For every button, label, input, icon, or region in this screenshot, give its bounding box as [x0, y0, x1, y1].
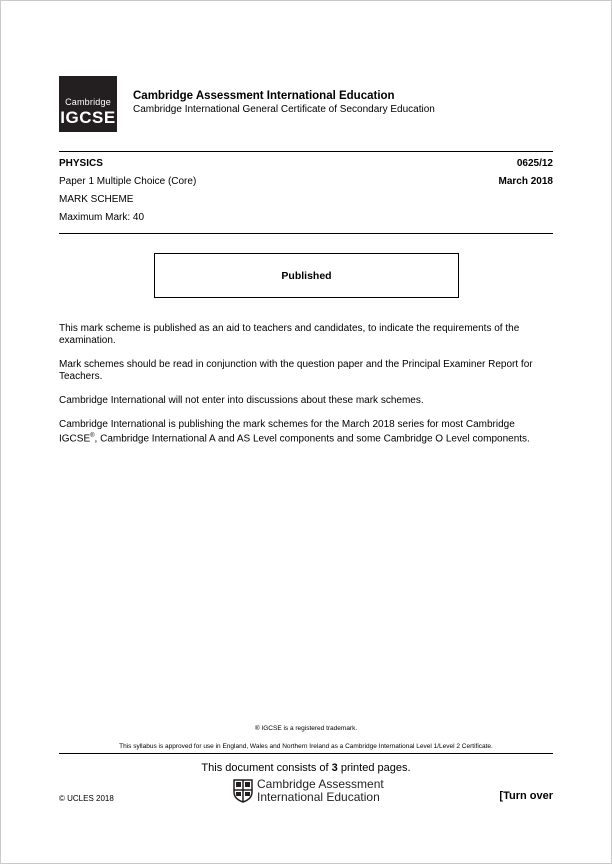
footer-rule: [59, 753, 553, 754]
org-title: Cambridge Assessment International Education: [133, 90, 395, 102]
registered-mark: ®: [90, 432, 95, 439]
copyright: © UCLES 2018: [59, 794, 114, 803]
brand-name-line1: Cambridge Assessment: [257, 777, 384, 791]
paragraph-conjunction: Mark schemes should be read in conjunction with the question paper and the Principal Examiner Report for Teachers.: [59, 359, 533, 382]
cambridge-crest-icon: [233, 779, 253, 803]
paper-title: Paper 1 Multiple Choice (Core): [59, 176, 197, 187]
syllabus-code: 0625/12: [516, 158, 553, 169]
page-count-number: 3: [331, 762, 338, 774]
published-label: Published: [281, 269, 332, 282]
paragraph-purpose: This mark scheme is published as an aid to teachers and candidates, to indicate the requirements of the examination.: [59, 323, 520, 346]
logo-text-igcse: IGCSE: [60, 108, 116, 127]
page-count-line: [59, 762, 553, 774]
document-type: MARK SCHEME: [59, 194, 134, 205]
approval-note: This syllabus is approved for use in England, Wales and Northern Ireland as a Cambridge International Level 1/Level 2 Certificate.: [119, 743, 493, 750]
paragraph-publishing-text-1: Cambridge International is publishing the mark schemes for the March 2018 series for most Cambridge IGCSE: [59, 419, 515, 444]
brand-name-line2: International Education: [257, 790, 380, 804]
org-subtitle: Cambridge International General Certificate of Secondary Education: [133, 104, 435, 115]
exam-session: March 2018: [498, 176, 553, 187]
logo-text-cambridge: Cambridge: [65, 97, 111, 107]
trademark-note: ® IGCSE is a registered trademark.: [254, 725, 358, 732]
cambridge-igcse-logo: [59, 76, 117, 132]
published-box: [154, 253, 459, 298]
page-count-text-2: printed pages.: [337, 762, 411, 774]
header-bottom-rule: [59, 233, 553, 234]
page-count-text-1: This document consists of: [201, 762, 332, 774]
paragraph-publishing-text-2: , Cambridge International A and AS Level components and some Cambridge O Level components.: [94, 432, 530, 444]
subject: PHYSICS: [59, 158, 103, 169]
turn-over: [Turn over: [499, 790, 553, 802]
top-rule: [59, 151, 553, 152]
paragraph-publishing: [59, 419, 553, 444]
maximum-mark: Maximum Mark: 40: [59, 212, 145, 223]
paragraph-discussions: Cambridge International will not enter into discussions about these mark schemes.: [59, 395, 424, 406]
